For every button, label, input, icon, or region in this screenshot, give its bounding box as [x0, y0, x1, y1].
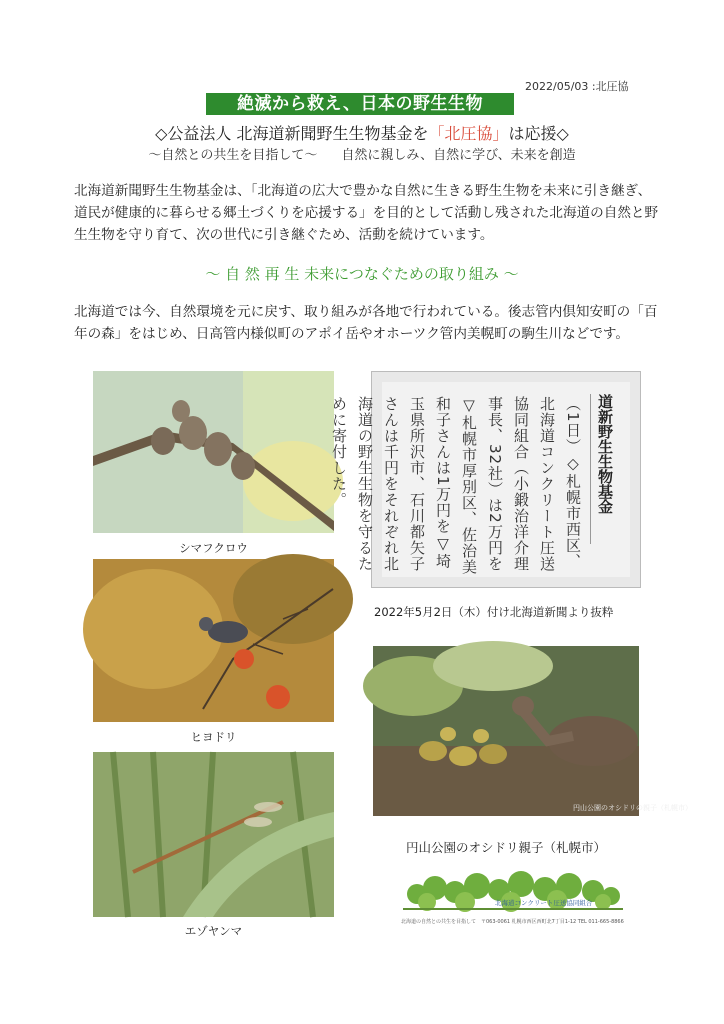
mandarin-duck-photo — [373, 646, 692, 816]
owl-caption: シマフクロウ — [179, 541, 248, 555]
logo-address: 〒063-0061 札幌市西区西町北7丁目1-12 TEL 011-665-8866 — [481, 919, 624, 925]
clipping-source-note: 2022年5月2日（木）付け北海道新聞より抜粋 — [374, 605, 614, 619]
clipping-text: （1日）◇札幌市西区、北海道コンクリート圧送協同組合（小鍛治洋介理事長、32社）は2万円を▽札幌市厚別区、佐治美和子さんは1万円を▽埼玉県所沢市、石川都矢子さんは千円をそれぞれ北海道の野生生物を守るために寄付した。 — [330, 396, 582, 575]
owl-photo — [93, 371, 334, 533]
logo-slogan: 北海道の自然との共生を目指して — [401, 919, 477, 925]
subtitle-pre: ◇公益法人 北海道新聞野生生物基金を — [155, 124, 429, 143]
mandarin-duck-caption: 円山公園のオシドリ親子（札幌市） — [405, 840, 606, 855]
photo-small-note: 円山公園のオシドリの親子（札幌市） — [573, 804, 692, 812]
tagline-right: 自然に親しみ、自然に学び、未来を創造 — [341, 148, 576, 163]
tagline — [0, 144, 724, 163]
bulbul-caption: ヒヨドリ — [190, 730, 237, 744]
bulbul-photo — [93, 559, 334, 722]
regeneration-paragraph: 北海道では今、自然環境を元に戻す、取り組みが各地で行われている。後志管内倶知安町の「百年の森」をはじめ、日高管内様似町のアポイ岳やオホーツク管内美幌町の駒生川などです。 — [74, 304, 658, 342]
clipping-heading: 道新野生生物基金 — [590, 394, 616, 544]
organization-logo — [399, 874, 627, 932]
subtitle — [0, 121, 724, 144]
tagline-left: 〜自然との共生を目指して〜 — [148, 148, 318, 163]
newspaper-clipping — [330, 371, 641, 588]
dragonfly-photo — [93, 752, 334, 917]
subtitle-highlight: 「北圧協」 — [428, 124, 509, 143]
title-banner: 絶滅から救え、日本の野生生物 — [206, 93, 514, 115]
dragonfly-caption: エゾヤンマ — [184, 924, 243, 938]
section-heading: 〜 自 然 再 生 未来につなぐための取り組み 〜 — [205, 265, 519, 283]
intro-paragraph: 北海道新聞野生生物基金は、「北海道の広大で豊かな自然に生きる野生生物を未来に引き継ぎ、道民が健康的に暮らせる郷土づくりを応援する」を目的として活動し残された北海道の自然と野生生物を守り育て、次の世代に引き継ぐため、活動を続けています。 — [74, 183, 659, 243]
date-stamp: 2022/05/03 :北圧協 — [525, 80, 629, 93]
logo-name: 北海道コンクリート圧送協同組合 — [495, 899, 593, 907]
subtitle-post: は応援◇ — [508, 124, 569, 143]
